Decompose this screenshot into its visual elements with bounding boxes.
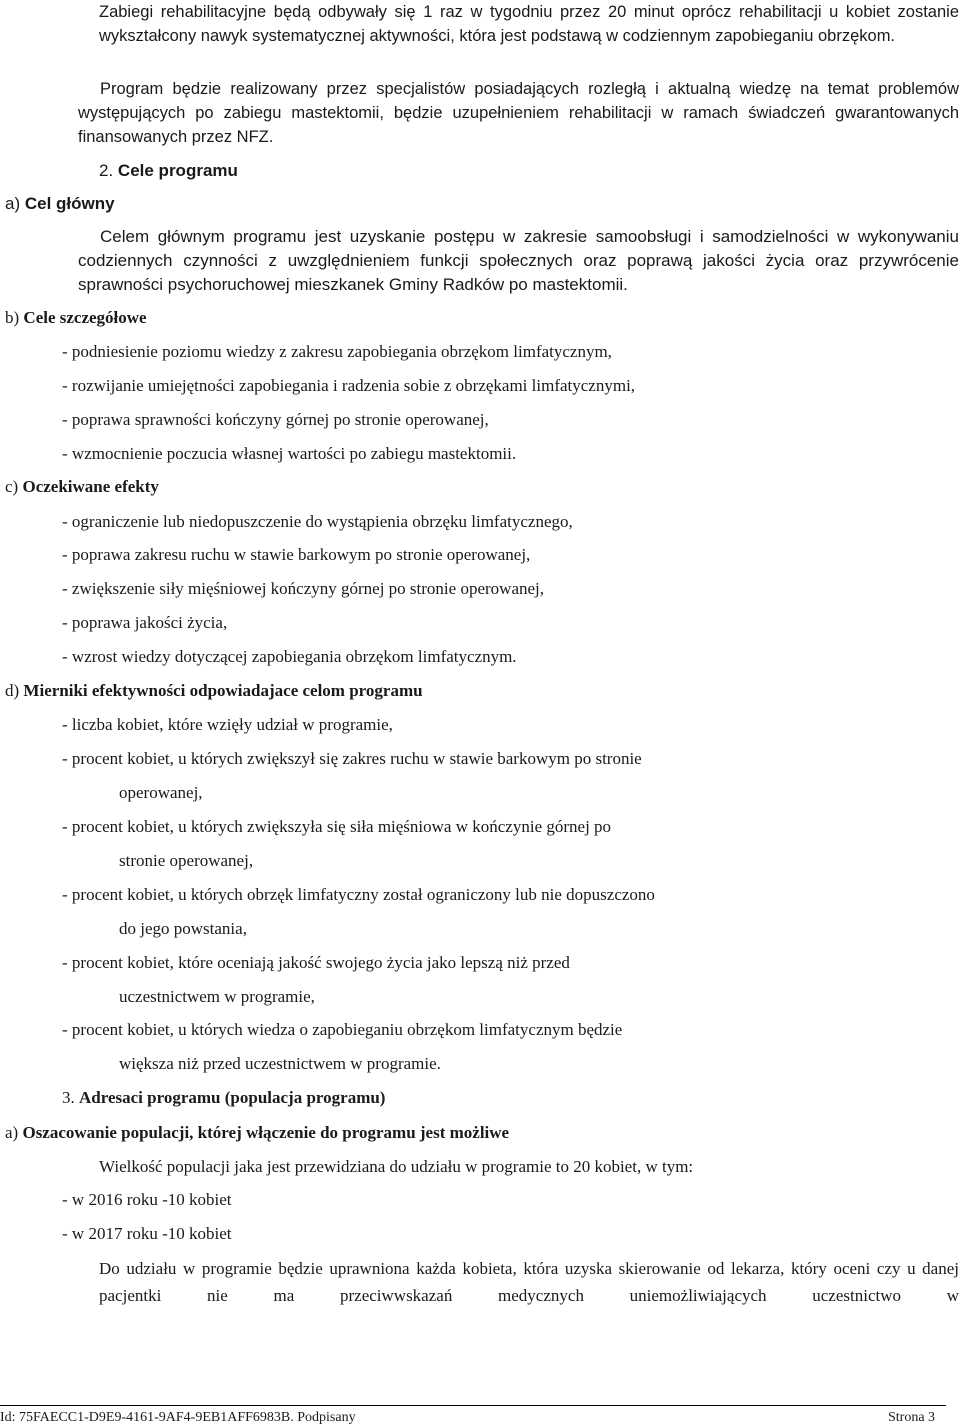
list-item: - poprawa sprawności kończyny górnej po stronie operowanej, bbox=[62, 410, 489, 429]
list-item: - liczba kobiet, które wzięły udział w programie, bbox=[62, 715, 393, 734]
list-item: - procent kobiet, u których wiedza o zapobieganiu obrzękom limfatycznym będzie bbox=[62, 1020, 623, 1039]
subsection-3a-heading bbox=[5, 1124, 509, 1141]
subsection-d-title: Mierniki efektywności odpowiadajace celom programu bbox=[23, 681, 423, 700]
list-item: - poprawa zakresu ruchu w stawie barkowym po stronie operowanej, bbox=[62, 545, 531, 564]
section-3-number: 3. bbox=[62, 1088, 75, 1107]
subsection-c-prefix: c) bbox=[5, 477, 19, 496]
subsection-a-title: Cel główny bbox=[24, 194, 115, 213]
list-item-continuation: stronie operowanej, bbox=[119, 851, 254, 870]
section-2-title: Cele programu bbox=[117, 161, 238, 180]
list-item-continuation: do jego powstania, bbox=[119, 919, 247, 938]
list-item: - wzrost wiedzy dotyczącej zapobiegania obrzękom limfatycznym. bbox=[62, 647, 517, 666]
list-item: - procent kobiet, u których zwiększyła się siła mięśniowa w kończynie górnej po bbox=[62, 817, 612, 836]
subsection-d-prefix: d) bbox=[5, 681, 20, 700]
list-item: - procent kobiet, które oceniają jakość swojego życia jako lepszą niż przed bbox=[62, 953, 570, 972]
footer-page-number: Strona 3 bbox=[888, 1410, 936, 1425]
subsection-3a-title: Oszacowanie populacji, której włączenie do programu jest możliwe bbox=[22, 1123, 510, 1142]
subsection-d-heading bbox=[5, 682, 423, 699]
list-item-continuation: uczestnictwem w programie, bbox=[119, 987, 315, 1006]
list-item: - wzmocnienie poczucia własnej wartości po zabiegu mastektomii. bbox=[62, 444, 517, 463]
subsection-a-prefix: a) bbox=[5, 194, 21, 213]
subsection-b-heading bbox=[5, 309, 147, 326]
subsection-b-prefix: b) bbox=[5, 308, 20, 327]
list-item: - zwiększenie siły mięśniowej kończyny górnej po stronie operowanej, bbox=[62, 579, 545, 598]
list-item: - poprawa jakości życia, bbox=[62, 613, 228, 632]
footer-divider bbox=[0, 1405, 946, 1406]
eligibility-paragraph: Do udziału w programie będzie uprawniona każda kobieta, która uzyska skierowanie od lekarza, który oceni czy u danej pacjentki nie ma przeciwwskazań medycznych uniemożliwiających uczestnictwo w bbox=[99, 1259, 959, 1305]
section-2-heading bbox=[99, 162, 238, 179]
list-item: - w 2016 roku -10 kobiet bbox=[62, 1190, 232, 1209]
list-item: - procent kobiet, u których zwiększył się zakres ruchu w stawie barkowym po stronie bbox=[62, 749, 642, 768]
list-item: - podniesienie poziomu wiedzy z zakresu zapobiegania obrzękom limfatycznym, bbox=[62, 342, 612, 361]
section-3-heading bbox=[62, 1089, 385, 1106]
subsection-b-title: Cele szczegółowe bbox=[23, 308, 147, 327]
section-2-number: 2. bbox=[99, 161, 114, 180]
subsection-c-title: Oczekiwane efekty bbox=[22, 477, 159, 496]
subsection-a-heading bbox=[5, 195, 115, 212]
subsection-3a-prefix: a) bbox=[5, 1123, 19, 1142]
list-item: - procent kobiet, u których obrzęk limfatyczny został ograniczony lub nie dopuszczono bbox=[62, 885, 655, 904]
intro-paragraph-2: Program będzie realizowany przez specjalistów posiadających rozległą i aktualną wiedzę na temat problemów występujących po zabiegu mastektomii, będzie uzupełnieniem rehabilitacji w ramach świadczeń gwarantowanych finansowanych przez NFZ. bbox=[78, 80, 959, 146]
list-item: - rozwijanie umiejętności zapobiegania i radzenia sobie z obrzękami limfatycznymi, bbox=[62, 376, 636, 395]
list-item: - w 2017 roku -10 kobiet bbox=[62, 1224, 232, 1243]
subsection-c-heading bbox=[5, 478, 159, 495]
list-item-continuation: większa niż przed uczestnictwem w programie. bbox=[119, 1054, 441, 1073]
population-text: Wielkość populacji jaka jest przewidziana do udziału w programie to 20 kobiet, w tym: bbox=[99, 1157, 694, 1176]
footer-document-id: Id: 75FAECC1-D9E9-4161-9AF4-9EB1AFF6983B. Podpisany bbox=[0, 1410, 356, 1425]
main-goal-paragraph: Celem głównym programu jest uzyskanie postępu w zakresie samoobsługi i samodzielności w wykonywaniu codziennych czynności z uwzględnieniem funkcji społecznych oraz poprawą jakości życia oraz przywrócenie sprawności psychoruchowej mieszkanek Gminy Radków po mastektomii. bbox=[78, 227, 959, 294]
list-item: - ograniczenie lub niedopuszczenie do wystąpienia obrzęku limfatycznego, bbox=[62, 512, 573, 531]
list-item-continuation: operowanej, bbox=[119, 783, 203, 802]
section-3-title: Adresaci programu (populacja programu) bbox=[79, 1088, 386, 1107]
intro-paragraph-1: Zabiegi rehabilitacyjne będą odbywały się 1 raz w tygodniu przez 20 minut oprócz rehabilitacji u kobiet zostanie wykształcony nawyk systematycznej aktywności, która jest podstawą w codziennym zapobieganiu obrzękom. bbox=[99, 3, 959, 45]
